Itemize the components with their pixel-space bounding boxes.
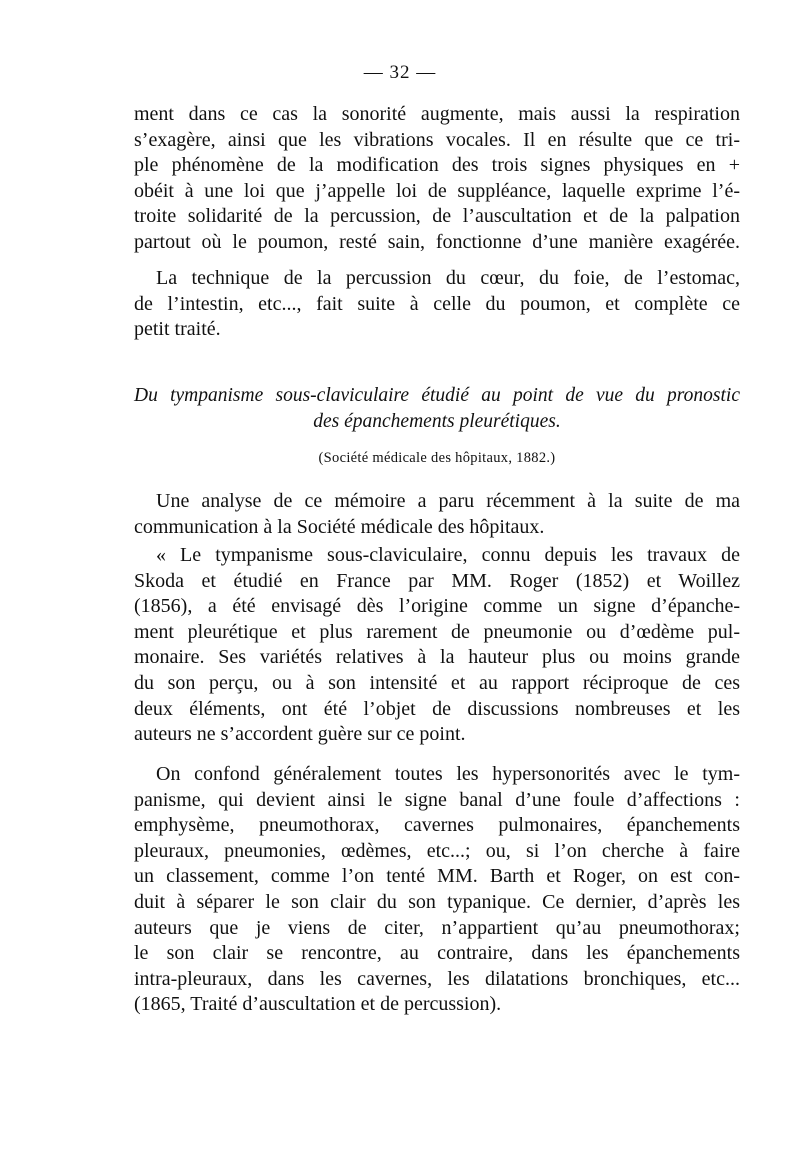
text-line: ple phénomène de la modification des trois signes physiques en + — [134, 154, 740, 177]
text-line: Skoda et étudié en France par MM. Roger (1852) et Woillez — [134, 569, 740, 592]
second-paragraph — [134, 266, 740, 343]
section-source: (Société médicale des hôpitaux, 1882.) — [318, 450, 556, 466]
text-line: un classement, comme l’on tenté MM. Barth et Roger, on est con- — [134, 865, 740, 888]
text-line: partout où le poumon, resté sain, fonctionne d’une manière exagérée. — [134, 230, 740, 253]
quote-paragraph-2 — [134, 762, 740, 1018]
text-line: auteurs ne s’accordent guère sur ce point. — [134, 723, 466, 746]
text-line: du son perçu, ou à son intensité et au rapport réciproque de ces — [134, 671, 740, 694]
text-line: ment dans ce cas la sonorité augmente, mais aussi la respiration — [134, 103, 740, 125]
text-line: le son clair se rencontre, au contraire, dans les épanchements — [134, 942, 740, 965]
text-line: ment pleurétique et plus rarement de pneumonie ou d’œdème pul- — [134, 620, 740, 643]
text-line: « Le tympanisme sous-claviculaire, connu depuis les travaux de — [156, 544, 740, 566]
section-title-line: Du tympanisme sous-claviculaire étudié au point de vue du pronostic — [134, 385, 740, 406]
intro-paragraph — [134, 489, 740, 540]
text-line: de l’intestin, etc..., fait suite à celle du poumon, et complète ce — [134, 292, 740, 315]
quote-paragraph-1 — [134, 543, 740, 748]
section-title-line: des épanchements pleurétiques. — [313, 411, 561, 432]
text-line: pleuraux, pneumonies, œdèmes, etc...; ou, si l’on cherche à faire — [134, 839, 740, 862]
text-line: intra-pleuraux, dans les cavernes, les dilatations bronchiques, etc... — [134, 967, 740, 990]
text-line: (1856), a été envisagé dès l’origine comme un signe d’épanche- — [134, 595, 740, 618]
text-line: petit traité. — [134, 318, 221, 341]
text-line: auteurs que je viens de citer, n’appartient qu’au pneumothorax; — [134, 916, 740, 939]
page-number: — 32 — — [363, 62, 437, 83]
text-line: (1865, Traité d’auscultation et de percussion). — [134, 993, 502, 1016]
text-line: s’exagère, ainsi que les vibrations vocales. Il en résulte que ce tri- — [134, 128, 740, 151]
text-line: panisme, qui devient ainsi le signe banal d’une foule d’affections : — [134, 788, 740, 811]
text-line: emphysème, pneumothorax, cavernes pulmonaires, épanchements — [134, 814, 740, 837]
text-line: communication à la Société médicale des hôpitaux. — [134, 515, 545, 538]
text-line: On confond généralement toutes les hypersonorités avec le tym- — [156, 763, 740, 785]
text-line: obéit à une loi que j’appelle loi de suppléance, laquelle exprime l’é- — [134, 179, 740, 202]
text-line: monaire. Ses variétés relatives à la hauteur plus ou moins grande — [134, 646, 740, 669]
text-line: duit à séparer le son clair du son typanique. Ce dernier, d’après les — [134, 890, 740, 913]
text-line: La technique de la percussion du cœur, du foie, de l’estomac, — [156, 267, 740, 289]
text-line: troite solidarité de la percussion, de l’auscultation et de la palpation — [134, 205, 740, 228]
text-line: Une analyse de ce mémoire a paru récemment à la suite de ma — [156, 490, 740, 512]
section-title — [134, 383, 740, 435]
text-line: deux éléments, ont été l’objet de discussions nombreuses et les — [134, 697, 740, 720]
top-paragraph — [134, 102, 740, 256]
